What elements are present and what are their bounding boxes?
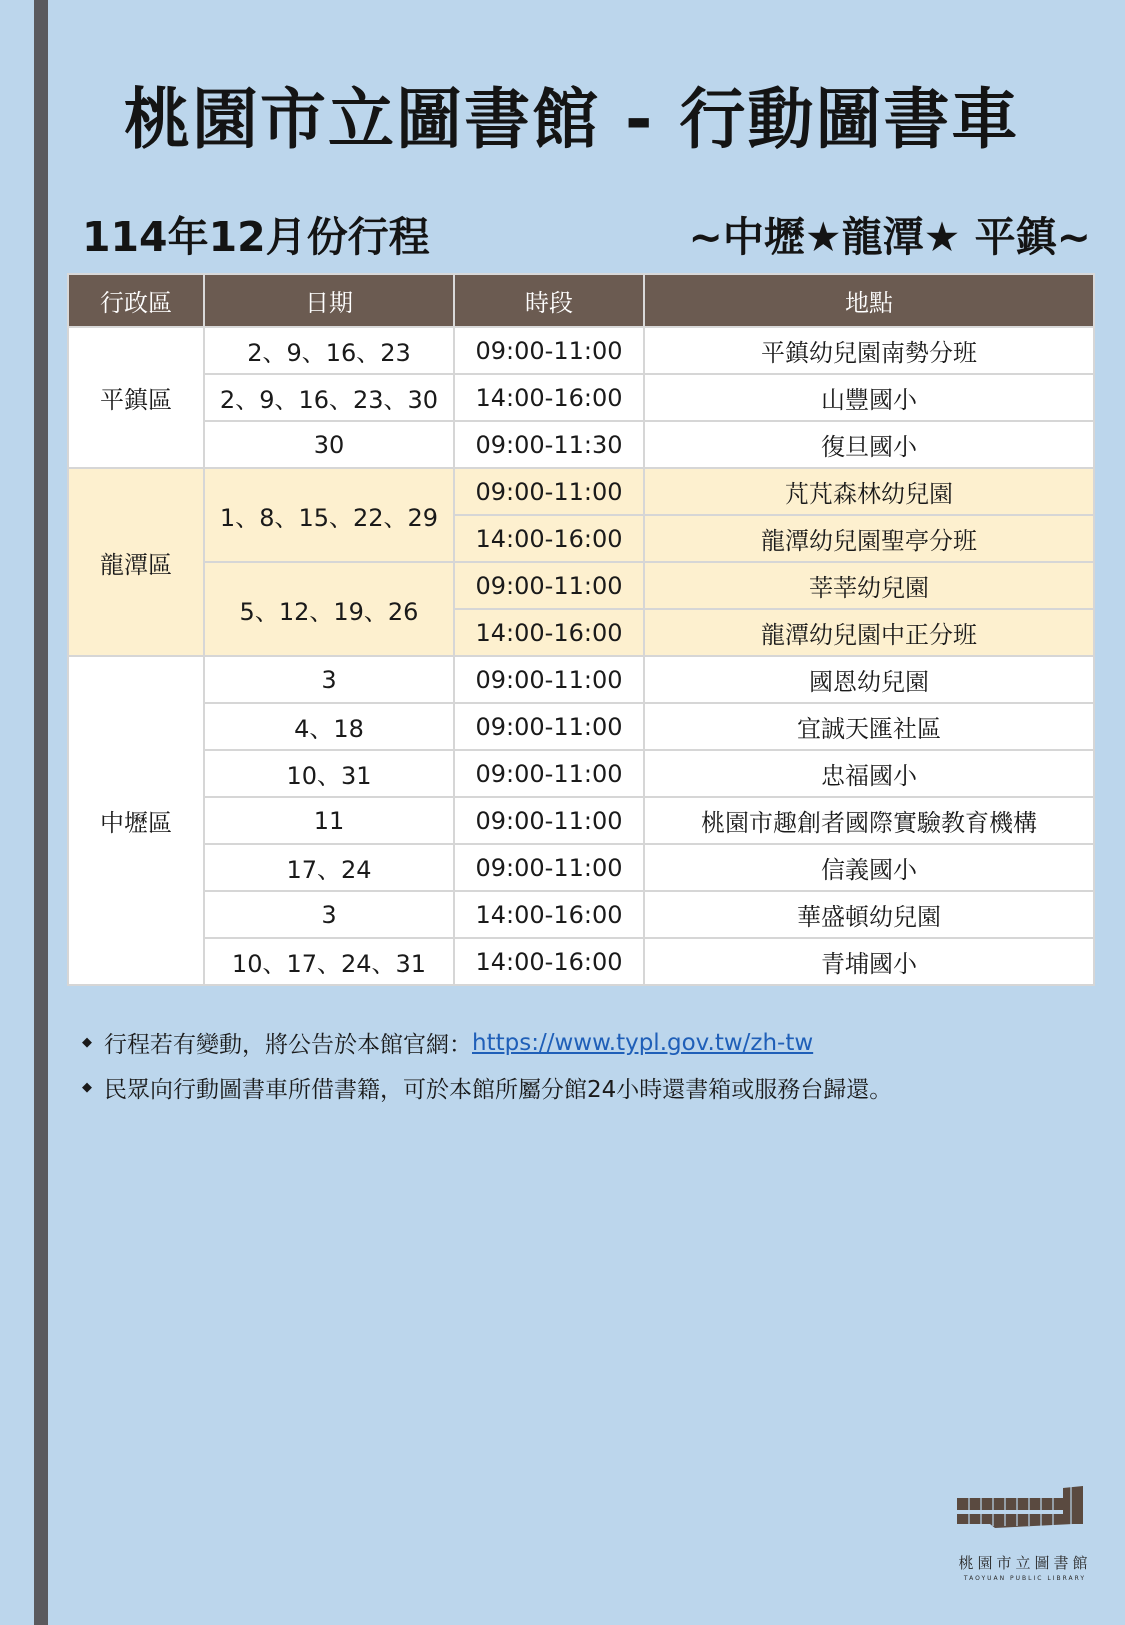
table-row [68,421,1094,468]
place-cell: 復旦國小 [644,421,1094,468]
column-header-time: 時段 [454,274,644,327]
table-row [68,656,1094,703]
note-item [82,1065,892,1110]
area-subtitle: ~中壢★龍潭★ 平鎮~ [688,213,1091,261]
time-cell: 09:00-11:00 [454,844,644,891]
logo-english: TAOYUAN PUBLIC LIBRARY [963,1575,1087,1582]
time-cell: 09:00-11:00 [454,468,644,515]
month-title: 114年12月份行程 [82,213,430,261]
time-cell: 14:00-16:00 [454,938,644,985]
page-title: 桃園市立圖書館 - 行動圖書車 [124,81,1020,158]
date-cell: 11 [204,797,454,844]
time-cell: 09:00-11:30 [454,421,644,468]
place-cell: 龍潭幼兒園中正分班 [644,609,1094,656]
date-cell: 10、31 [204,750,454,797]
time-cell: 14:00-16:00 [454,374,644,421]
place-cell: 莘莘幼兒園 [644,562,1094,609]
date-cell: 10、17、24、31 [204,938,454,985]
note-text: 民眾向行動圖書車所借書籍，可於本館所屬分館24小時還書箱或服務台歸還。 [104,1077,893,1103]
place-cell: 華盛頓幼兒園 [644,891,1094,938]
table-row [68,844,1094,891]
time-cell: 09:00-11:00 [454,656,644,703]
time-cell: 14:00-16:00 [454,515,644,562]
place-cell: 平鎮幼兒園南勢分班 [644,327,1094,374]
website-link[interactable]: https://www.typl.gov.tw/zh-tw [472,1029,814,1056]
schedule-table [67,273,1095,986]
date-cell: 1、8、15、22、29 [204,468,454,562]
time-cell: 09:00-11:00 [454,703,644,750]
note-item [82,1020,892,1065]
table-row [68,938,1094,985]
date-cell: 5、12、19、26 [204,562,454,656]
place-cell: 桃園市趣創者國際實驗教育機構 [644,797,1094,844]
date-cell: 3 [204,656,454,703]
time-cell: 14:00-16:00 [454,609,644,656]
place-cell: 國恩幼兒園 [644,656,1094,703]
table-header-row [68,274,1094,327]
time-cell: 09:00-11:00 [454,750,644,797]
place-cell: 山豐國小 [644,374,1094,421]
time-cell: 09:00-11:00 [454,562,644,609]
district-cell-longtan: 龍潭區 [68,468,204,656]
place-cell: 宜誠天匯社區 [644,703,1094,750]
date-cell: 17、24 [204,844,454,891]
side-bar [34,0,48,1625]
place-cell: 青埔國小 [644,938,1094,985]
time-cell: 09:00-11:00 [454,797,644,844]
date-cell: 2、9、16、23、30 [204,374,454,421]
date-cell: 30 [204,421,454,468]
date-cell: 4、18 [204,703,454,750]
district-cell-pingzhen: 平鎮區 [68,327,204,468]
note-text: 行程若有變動，將公告於本館官網： [104,1032,472,1058]
table-row [68,327,1094,374]
place-cell: 忠福國小 [644,750,1094,797]
table-row [68,468,1094,515]
time-cell: 09:00-11:00 [454,327,644,374]
notes [82,1020,892,1110]
library-logo [955,1484,1095,1582]
table-row [68,703,1094,750]
table-row [68,891,1094,938]
district-cell-zhongli: 中壢區 [68,656,204,985]
table-row [68,562,1094,609]
diamond-bullet-icon: ◆ [82,1080,92,1095]
column-header-place: 地點 [644,274,1094,327]
diamond-bullet-icon: ◆ [82,1035,92,1050]
place-cell: 龍潭幼兒園聖亭分班 [644,515,1094,562]
time-cell: 14:00-16:00 [454,891,644,938]
column-header-date: 日期 [204,274,454,327]
date-cell: 2、9、16、23 [204,327,454,374]
library-logo-icon [955,1484,1095,1540]
place-cell: 信義國小 [644,844,1094,891]
column-header-district: 行政區 [68,274,204,327]
table-row [68,797,1094,844]
place-cell: 芃芃森林幼兒園 [644,468,1094,515]
date-cell: 3 [204,891,454,938]
table-row [68,750,1094,797]
table-row [68,374,1094,421]
logo-text: 桃園市立圖書館 [958,1554,1092,1572]
